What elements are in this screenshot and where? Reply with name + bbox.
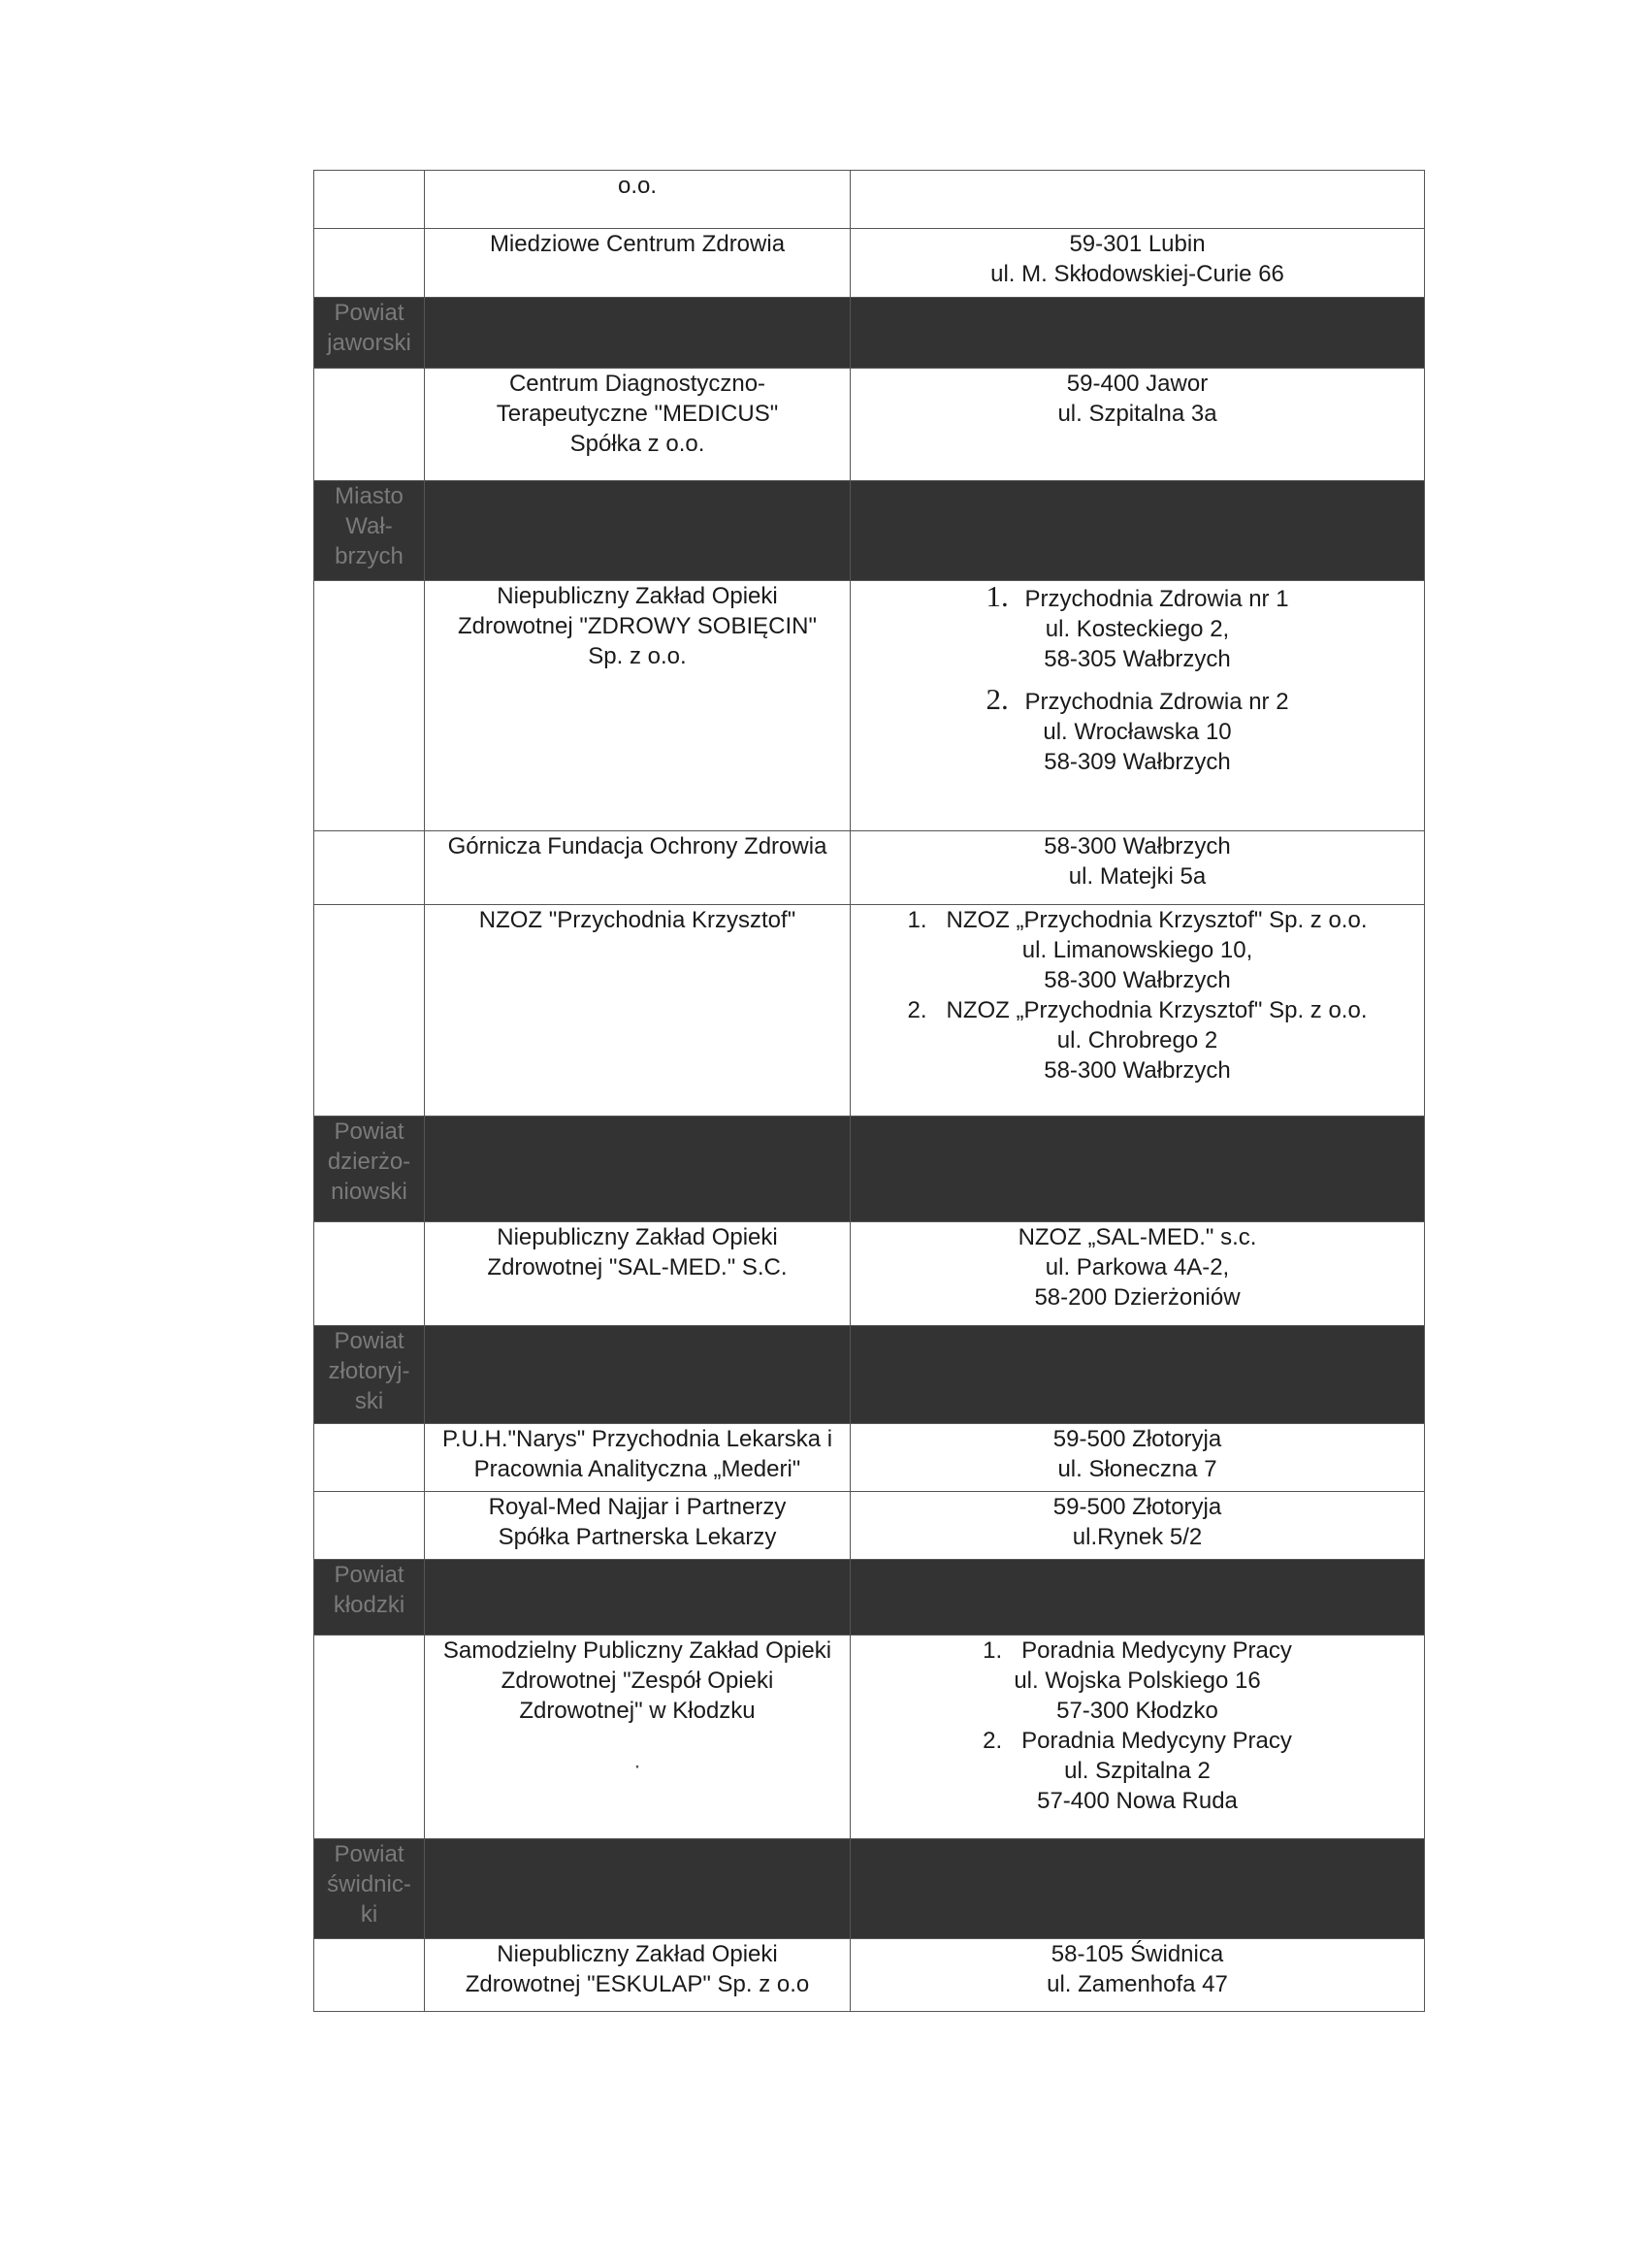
region-row xyxy=(314,1326,1425,1424)
facility-name xyxy=(425,229,851,298)
facility-name-line: Zdrowotnej" w Kłodzku xyxy=(519,1698,756,1724)
region-cell-empty xyxy=(314,369,425,481)
location-line: ul. Wrocławska 10 xyxy=(1043,719,1232,745)
facility-name-line: Górnicza Fundacja Ochrony Zdrowia xyxy=(447,833,827,859)
location-line: ul. Chrobrego 2 xyxy=(1056,1027,1218,1053)
facility-address xyxy=(851,831,1425,905)
facility-name-line: Terapeutyczne "MEDICUS" xyxy=(496,401,779,427)
facility-name xyxy=(425,581,851,831)
location-number: 2. xyxy=(986,682,1009,716)
region-label-line: kłodzki xyxy=(333,1592,405,1618)
facility-row xyxy=(314,1939,1425,2012)
facility-name-line: Miedziowe Centrum Zdrowia xyxy=(489,231,786,257)
location-title-text: NZOZ „Przychodnia Krzysztof" Sp. z o.o. xyxy=(946,997,1368,1023)
address-line: ul. Parkowa 4A-2, xyxy=(1045,1254,1230,1280)
facility-table xyxy=(313,170,1425,2012)
region-row xyxy=(314,1839,1425,1939)
region-label-line: Powiat xyxy=(334,1841,404,1867)
region-row xyxy=(314,1117,1425,1222)
region-empty-cell xyxy=(425,1117,851,1222)
facility-address xyxy=(851,1939,1425,2012)
region-label xyxy=(314,1839,425,1939)
address-line: ul. Słoneczna 7 xyxy=(1057,1456,1217,1482)
region-empty-cell xyxy=(851,481,1425,581)
facility-name-line: Samodzielny Publiczny Zakład Opieki xyxy=(442,1637,832,1664)
address-line: 59-301 Lubin xyxy=(1069,231,1206,257)
facility-name-line: Spółka Partnerska Lekarzy xyxy=(498,1524,777,1550)
facility-table-body xyxy=(314,171,1425,2012)
location-title xyxy=(851,684,1424,717)
facility-name-line: NZOZ "Przychodnia Krzysztof" xyxy=(478,907,796,933)
facility-row xyxy=(314,229,1425,298)
facility-name-line: Royal-Med Najjar i Partnerzy xyxy=(488,1494,787,1520)
facility-row xyxy=(314,1492,1425,1560)
address-line: 59-500 Złotoryja xyxy=(1052,1494,1222,1520)
facility-row xyxy=(314,1222,1425,1326)
region-label xyxy=(314,1326,425,1424)
region-label-line: Powiat xyxy=(334,1118,404,1145)
region-empty-cell xyxy=(851,1117,1425,1222)
region-cell-empty xyxy=(314,1939,425,2012)
region-cell-empty xyxy=(314,581,425,831)
region-empty-cell xyxy=(425,1839,851,1939)
facility-address xyxy=(851,1636,1425,1839)
location-title xyxy=(851,905,1424,935)
region-label-line: Powiat xyxy=(334,300,404,326)
region-label-line: Miasto xyxy=(335,483,404,509)
facility-name xyxy=(425,1424,851,1492)
facility-name-line: Zdrowotnej "SAL-MED." S.C. xyxy=(487,1254,788,1280)
location-title-text: Poradnia Medycyny Pracy xyxy=(1021,1637,1292,1664)
region-empty-cell xyxy=(425,1326,851,1424)
facility-name-line: P.U.H."Narys" Przychodnia Lekarska i xyxy=(441,1426,833,1452)
facility-address xyxy=(851,1424,1425,1492)
region-empty-cell xyxy=(425,298,851,369)
facility-name-line: Zdrowotnej "ESKULAP" Sp. z o.o xyxy=(465,1971,810,1997)
location-number: 2. xyxy=(907,997,927,1023)
address-line: NZOZ „SAL-MED." s.c. xyxy=(1018,1224,1257,1250)
facility-name xyxy=(425,1492,851,1560)
region-label-line: dzierżo- xyxy=(327,1149,411,1175)
region-label-line: niowski xyxy=(331,1179,407,1205)
facility-name-line: Pracownia Analityczna „Mederi" xyxy=(473,1456,801,1482)
facility-address xyxy=(851,905,1425,1117)
location-title xyxy=(851,581,1424,614)
address-line: ul. Matejki 5a xyxy=(1068,863,1207,890)
facility-row xyxy=(314,1424,1425,1492)
facility-row xyxy=(314,369,1425,481)
address-line: ul.Rynek 5/2 xyxy=(1072,1524,1203,1550)
location-number: 1. xyxy=(986,579,1009,613)
location-line: ul. Limanowskiego 10, xyxy=(1021,937,1253,963)
location-line: ul. Kosteckiego 2, xyxy=(1045,616,1230,642)
region-empty-cell xyxy=(851,298,1425,369)
facility-name xyxy=(425,1222,851,1326)
facility-name xyxy=(425,171,851,229)
location-line: ul. Wojska Polskiego 16 xyxy=(1014,1668,1261,1694)
facility-name-line: Niepubliczny Zakład Opieki xyxy=(497,1224,778,1250)
region-label xyxy=(314,1117,425,1222)
region-empty-cell xyxy=(851,1326,1425,1424)
location-title-text: Poradnia Medycyny Pracy xyxy=(1021,1728,1292,1754)
facility-row xyxy=(314,905,1425,1117)
address-line: 58-105 Świdnica xyxy=(1051,1941,1224,1967)
facility-name xyxy=(425,905,851,1117)
address-line: 59-500 Złotoryja xyxy=(1052,1426,1222,1452)
location-title-text: Przychodnia Zdrowia nr 1 xyxy=(1024,586,1289,612)
location-line: ul. Szpitalna 2 xyxy=(1064,1758,1211,1784)
facility-name-line: o.o. xyxy=(617,173,658,199)
address-line: 59-400 Jawor xyxy=(1066,371,1209,397)
region-label xyxy=(314,481,425,581)
address-line: 58-200 Dzierżoniów xyxy=(1034,1284,1241,1311)
facility-name xyxy=(425,369,851,481)
facility-address xyxy=(851,171,1425,229)
location-title xyxy=(851,1636,1424,1666)
region-cell-empty xyxy=(314,1424,425,1492)
facility-name-line: Zdrowotnej "ZDROWY SOBIĘCIN" xyxy=(457,613,817,639)
location-title xyxy=(851,1726,1424,1756)
region-label xyxy=(314,298,425,369)
location-line: 58-305 Wałbrzych xyxy=(1044,646,1231,672)
region-label xyxy=(314,1560,425,1636)
facility-name xyxy=(425,1939,851,2012)
facility-name xyxy=(425,831,851,905)
address-line: ul. M. Skłodowskiej-Curie 66 xyxy=(990,261,1284,287)
region-label-line: Powiat xyxy=(334,1562,404,1588)
region-label-line: Powiat xyxy=(334,1328,404,1354)
facility-name-line: Spółka z o.o. xyxy=(569,431,705,457)
region-label-line: brzych xyxy=(335,543,404,569)
address-line: ul. Szpitalna 3a xyxy=(1057,401,1217,427)
region-cell-empty xyxy=(314,171,425,229)
location-number: 1. xyxy=(907,907,927,933)
region-row xyxy=(314,481,1425,581)
region-label-line: jaworski xyxy=(327,330,411,356)
region-cell-empty xyxy=(314,905,425,1117)
region-cell-empty xyxy=(314,1222,425,1326)
location-title xyxy=(851,995,1424,1025)
region-row xyxy=(314,298,1425,369)
address-line: ul. Zamenhofa 47 xyxy=(1047,1971,1228,1997)
address-line: 58-300 Wałbrzych xyxy=(1044,833,1231,859)
location-line: 58-309 Wałbrzych xyxy=(1044,749,1231,775)
facility-name-line: Zdrowotnej "Zespół Opieki xyxy=(501,1668,774,1694)
region-label-line: świdnic- xyxy=(327,1871,411,1897)
facility-address xyxy=(851,1222,1425,1326)
facility-name-line: Niepubliczny Zakład Opieki xyxy=(497,1941,778,1967)
region-empty-cell xyxy=(425,1560,851,1636)
facility-row xyxy=(314,831,1425,905)
region-empty-cell xyxy=(425,481,851,581)
facility-address xyxy=(851,229,1425,298)
region-empty-cell xyxy=(851,1839,1425,1939)
region-label-line: ski xyxy=(354,1388,384,1414)
stray-mark: · xyxy=(633,1753,641,1779)
location-title-text: NZOZ „Przychodnia Krzysztof" Sp. z o.o. xyxy=(946,907,1368,933)
facility-address xyxy=(851,369,1425,481)
region-empty-cell xyxy=(851,1560,1425,1636)
facility-name-line: Centrum Diagnostyczno- xyxy=(508,371,766,397)
region-label-line: złotoryj- xyxy=(328,1358,410,1384)
location-line: 57-400 Nowa Ruda xyxy=(1037,1788,1238,1814)
facility-row xyxy=(314,1636,1425,1839)
location-number: 1. xyxy=(983,1637,1003,1664)
facility-name xyxy=(425,1636,851,1839)
region-label-line: Wał- xyxy=(345,513,393,539)
facility-name-line: Sp. z o.o. xyxy=(588,643,687,669)
facility-row xyxy=(314,581,1425,831)
region-row xyxy=(314,1560,1425,1636)
location-line: 57-300 Kłodzko xyxy=(1056,1698,1218,1724)
region-cell-empty xyxy=(314,1492,425,1560)
location-spacer xyxy=(851,674,1424,684)
location-title-text: Przychodnia Zdrowia nr 2 xyxy=(1024,689,1289,715)
location-line: 58-300 Wałbrzych xyxy=(1044,967,1231,993)
facility-address xyxy=(851,581,1425,831)
facility-row xyxy=(314,171,1425,229)
facility-address xyxy=(851,1492,1425,1560)
region-cell-empty xyxy=(314,831,425,905)
location-number: 2. xyxy=(983,1728,1003,1754)
facility-name-line: Niepubliczny Zakład Opieki xyxy=(497,583,778,609)
region-cell-empty xyxy=(314,1636,425,1839)
region-cell-empty xyxy=(314,229,425,298)
region-label-line: ki xyxy=(360,1901,378,1928)
location-line: 58-300 Wałbrzych xyxy=(1044,1057,1231,1084)
